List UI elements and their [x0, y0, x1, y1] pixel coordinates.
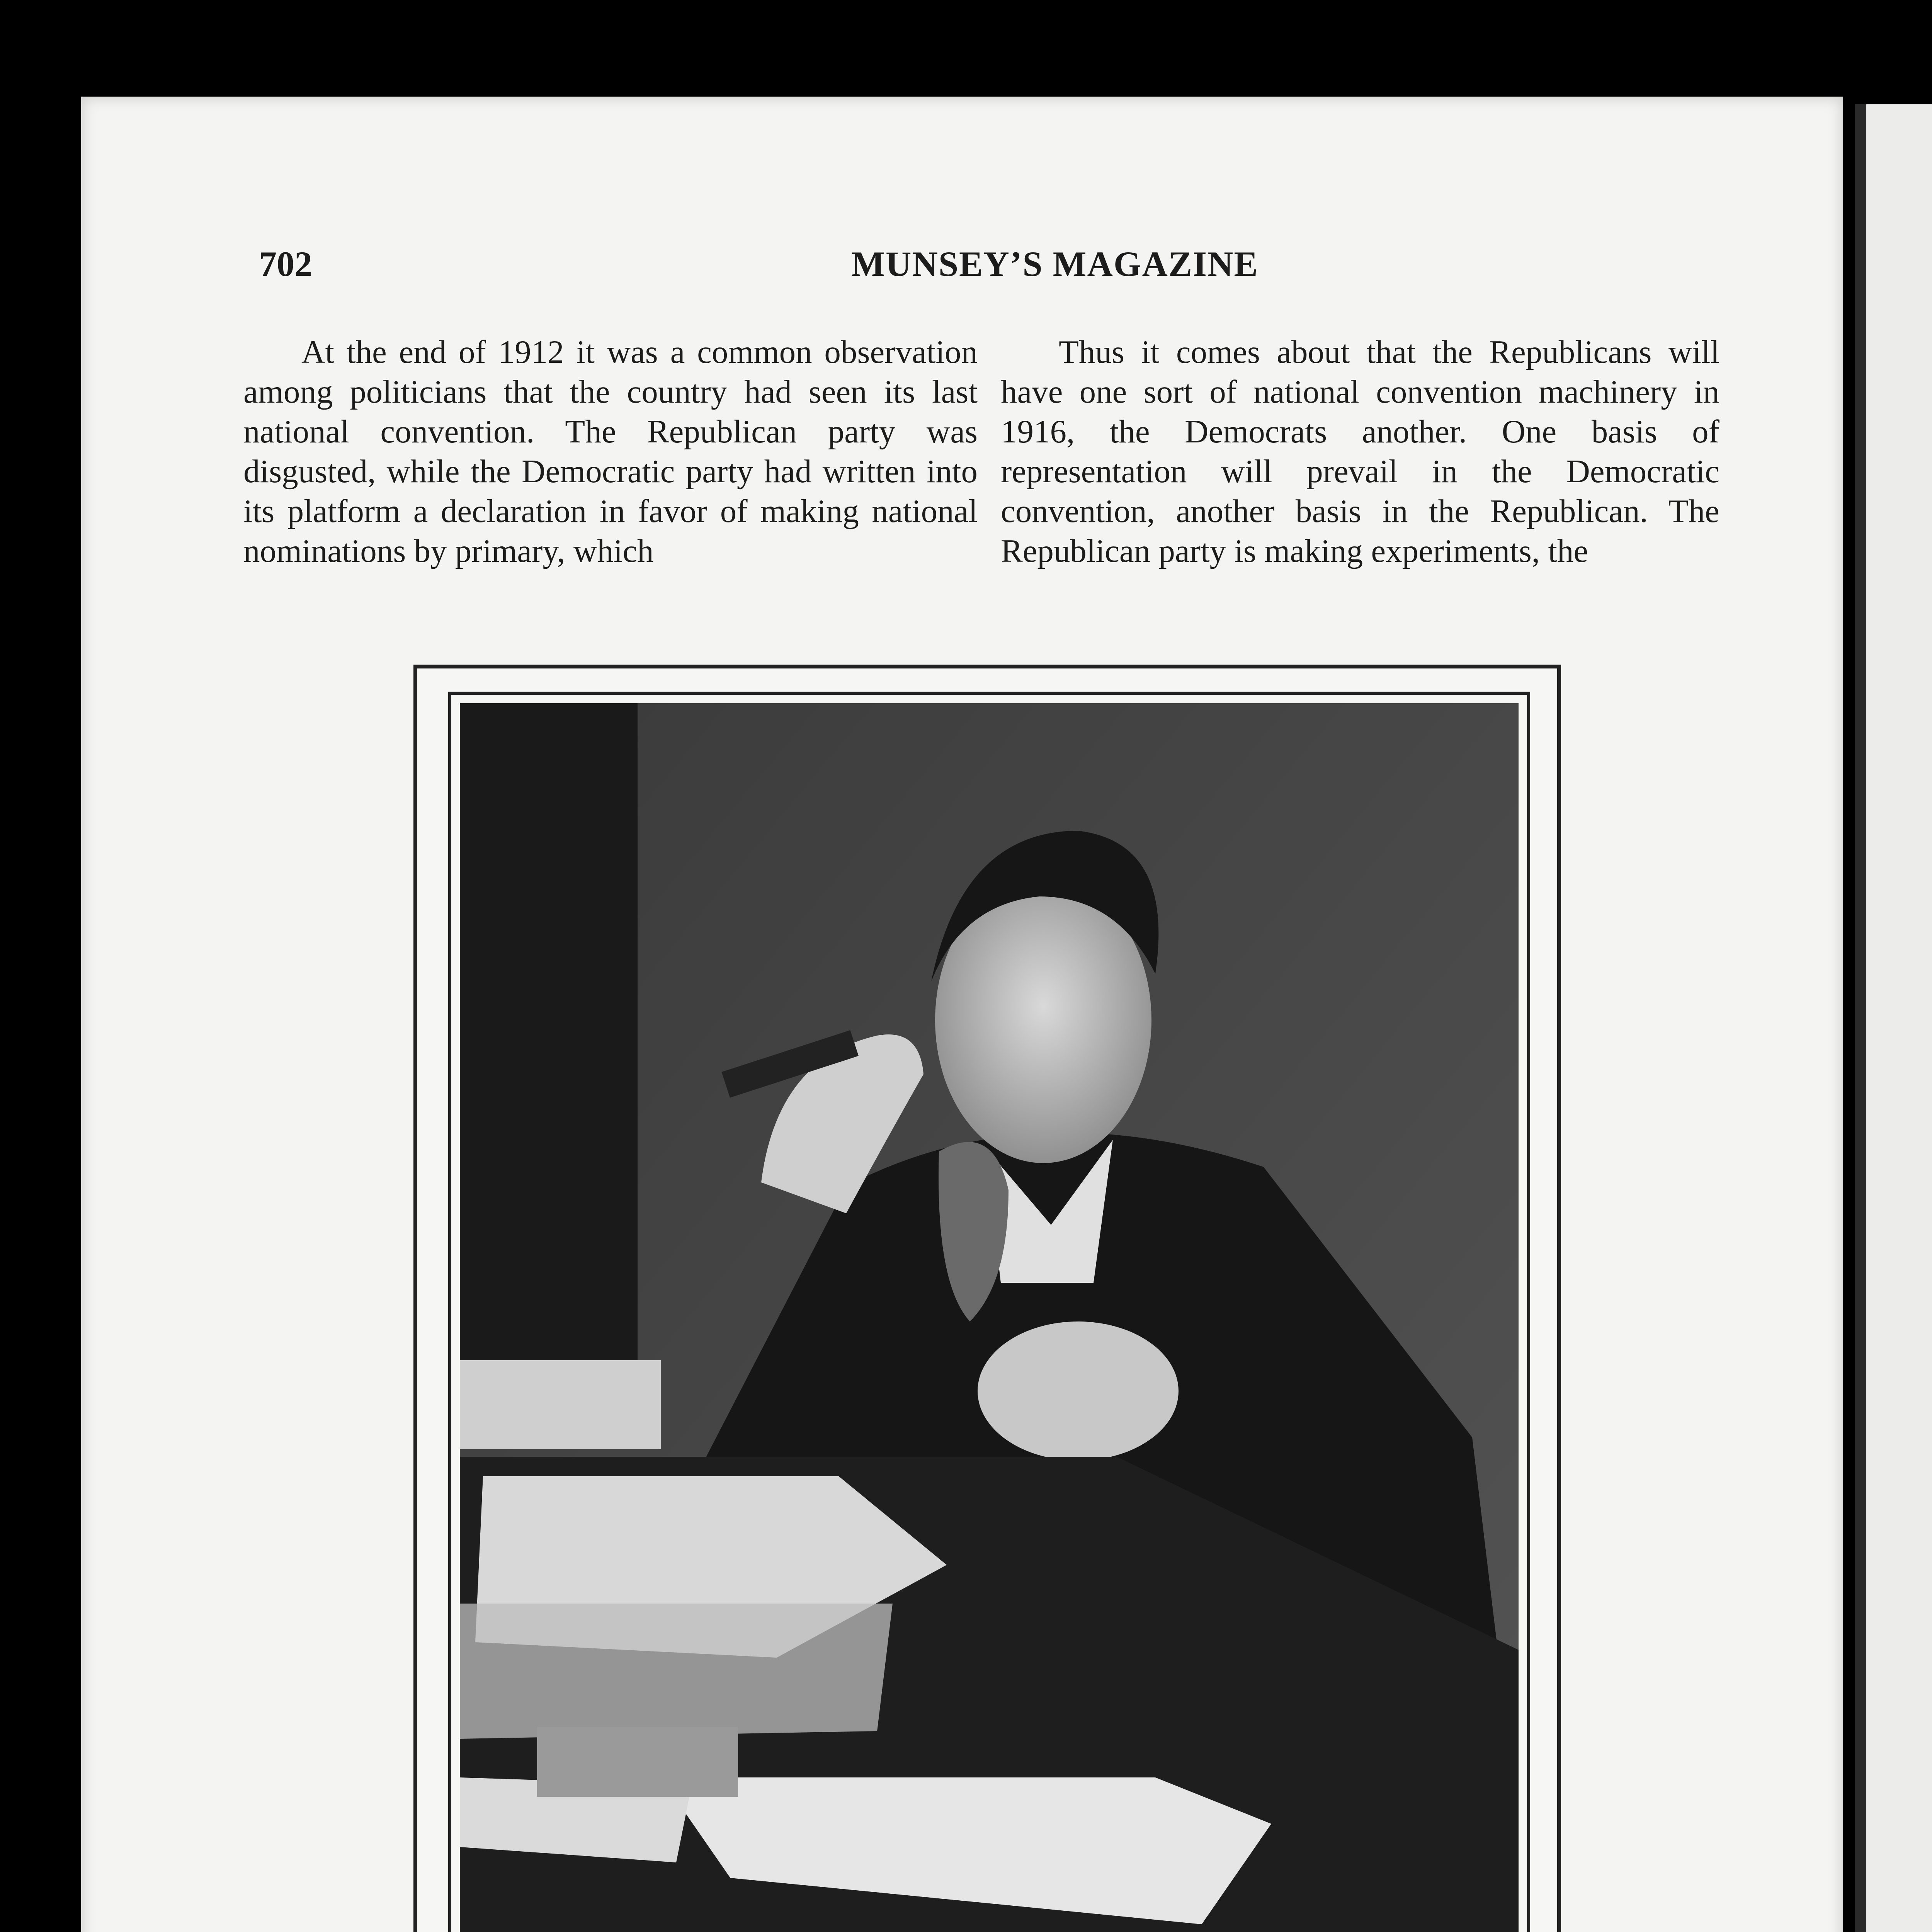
page-header [81, 243, 1843, 286]
portrait-photo [460, 703, 1519, 1932]
paragraph: At the end of 1912 it was a common observation among politicians that the country had seen its last national convention. The Republican party was disgusted, while the Democratic party had written into its platform a declaration in favor of making national nominations by primary, which [243, 334, 978, 569]
paragraph: Thus it comes about that the Republicans will have one sort of national convention machinery in 1916, the Democrats another. One basis of representation will prevail in the Democratic convention, another basis in the Republican. The Republican party is making experiments, the [1001, 334, 1719, 569]
running-title: MUNSEY’S MAGAZINE [851, 244, 1259, 284]
magazine-page [81, 97, 1843, 1932]
portrait-photo-illustration [460, 703, 1519, 1932]
photo-border [448, 692, 1530, 1932]
adjacent-page-edge [1855, 104, 1932, 1932]
text-column-top-left [243, 332, 978, 571]
page-number: 702 [259, 244, 312, 284]
photo-figure [413, 665, 1561, 1932]
text-column-top-right [1001, 332, 1719, 571]
